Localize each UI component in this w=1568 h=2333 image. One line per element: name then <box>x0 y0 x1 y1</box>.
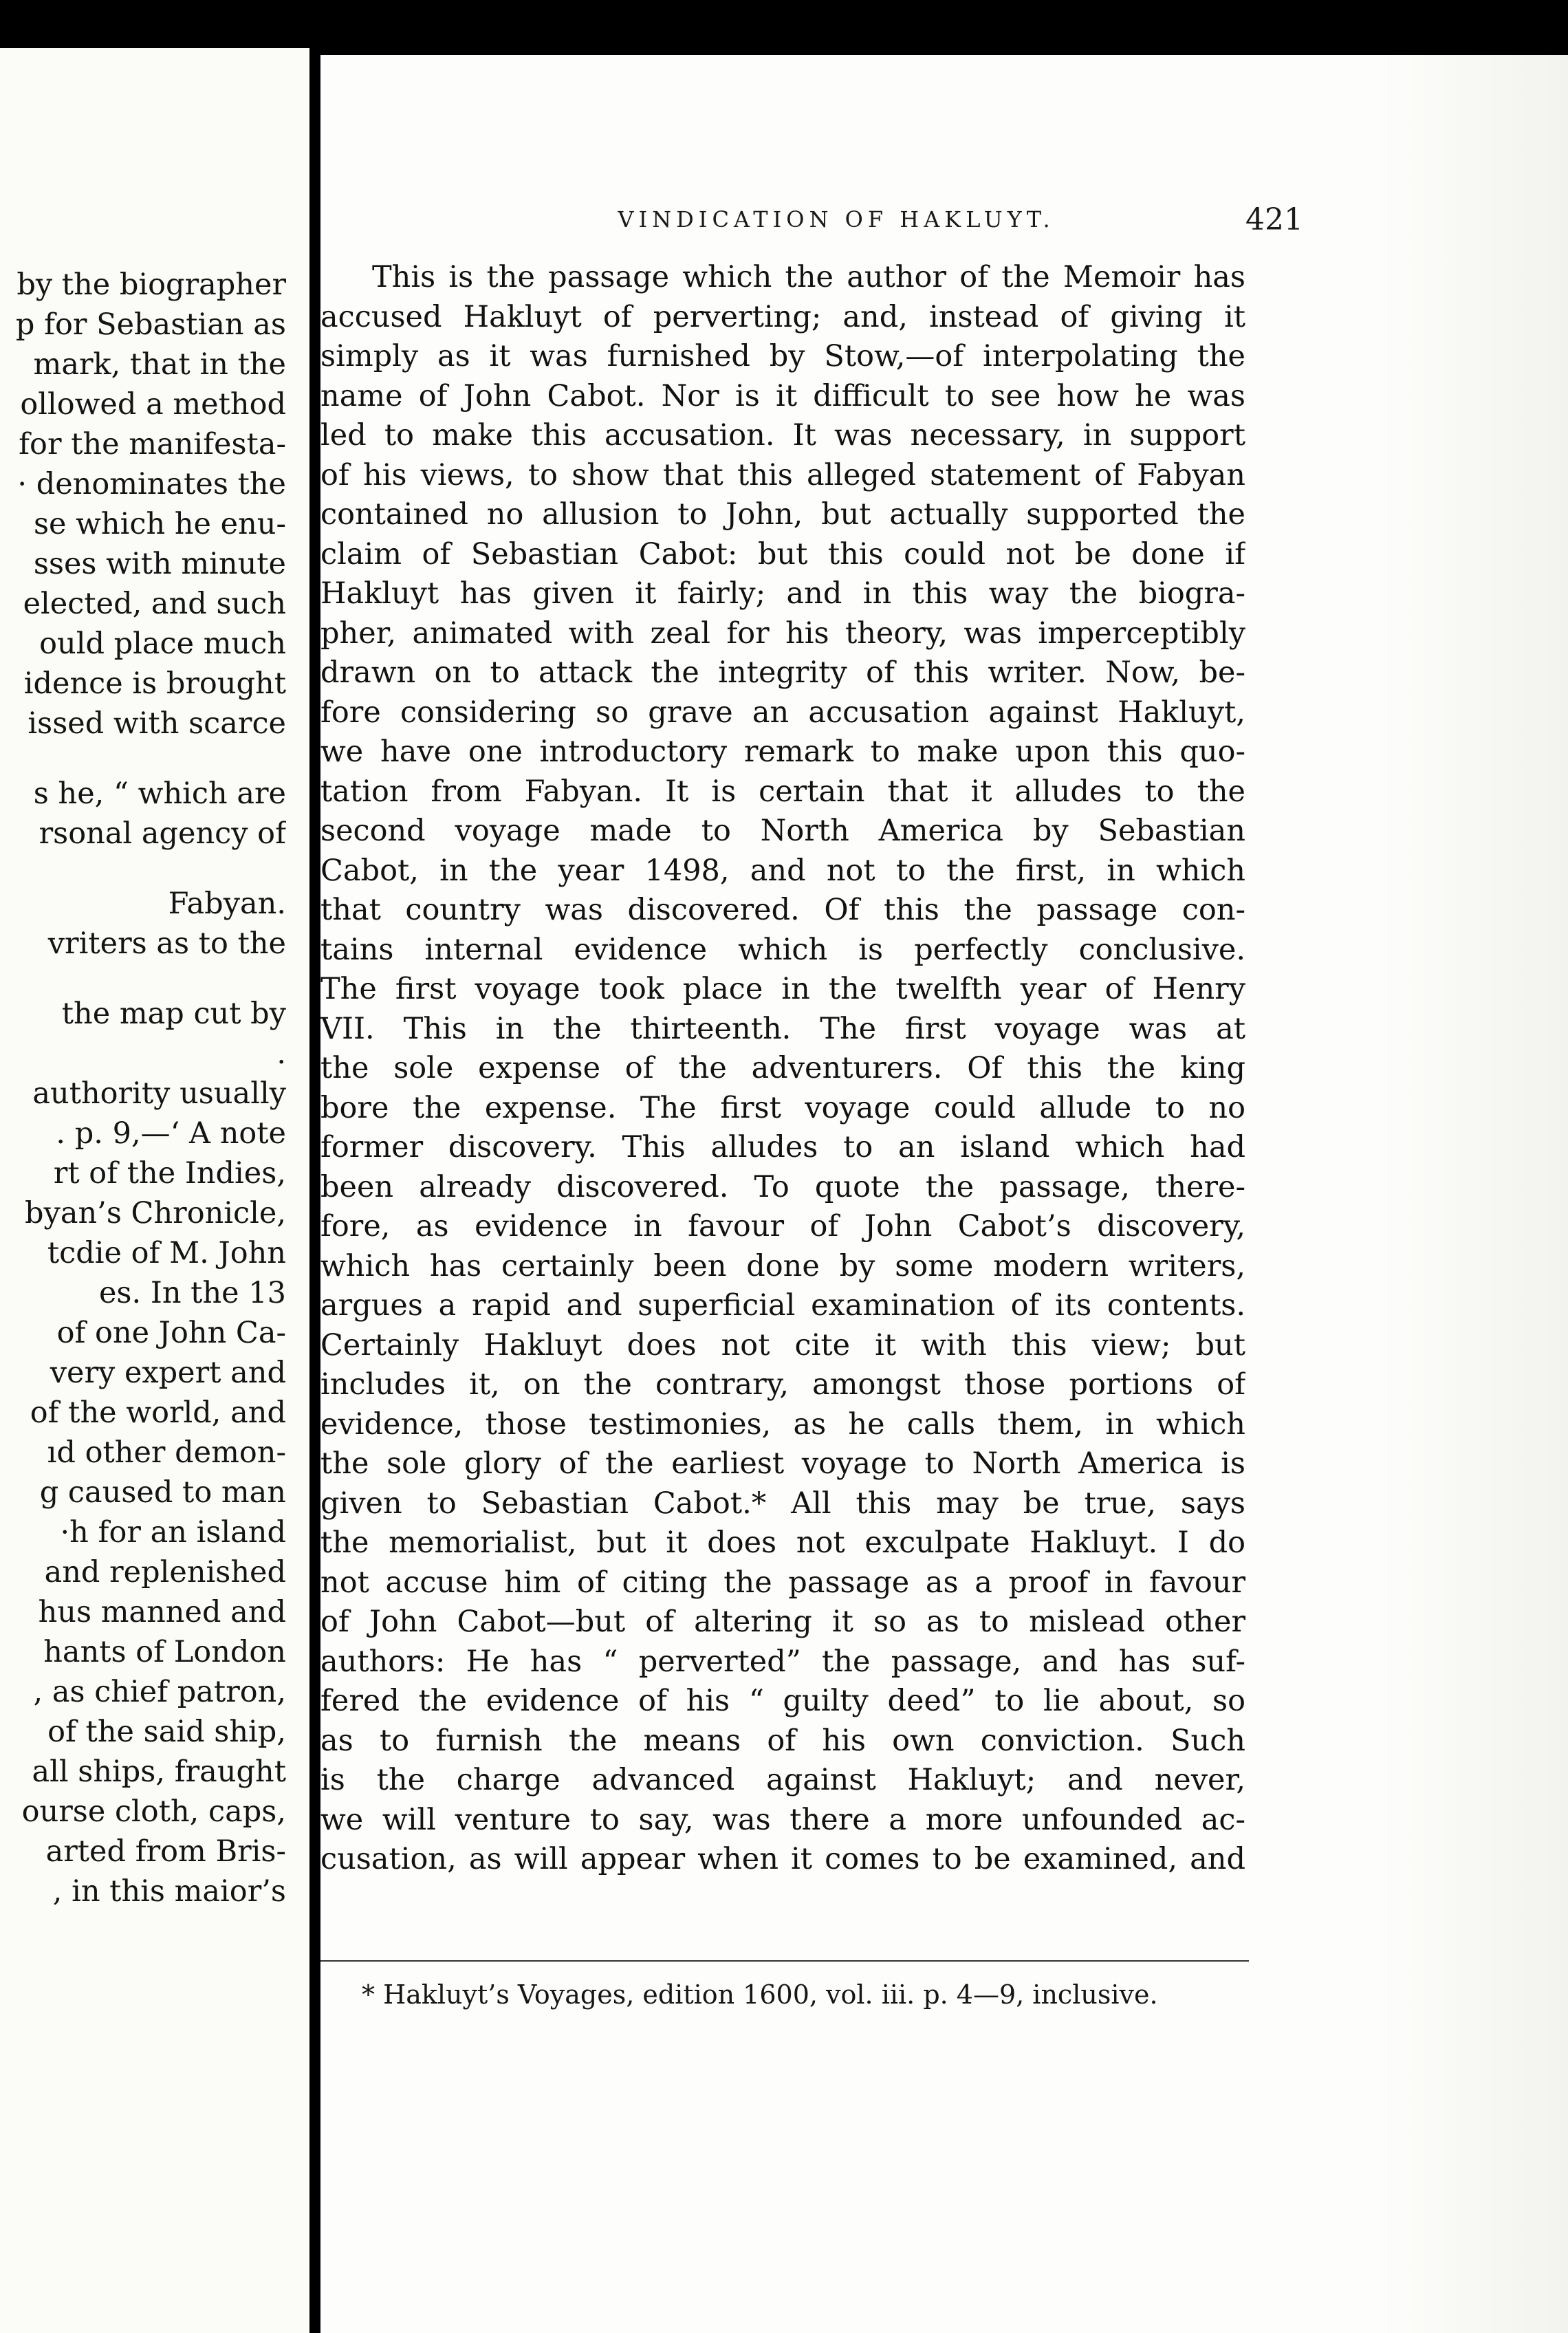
scan-top-edge <box>320 0 1568 55</box>
body-line: evidence, those testimonies, as he calls them, in which <box>320 1407 1245 1442</box>
facing-page <box>0 48 309 2333</box>
body-line: accused Hakluyt of perverting; and, instead of giving it <box>320 299 1245 334</box>
facing-page-text <box>0 265 286 1911</box>
facing-page-line: ollowed a method <box>20 387 286 422</box>
body-line: fered the evidence of his “ guilty deed” to lie about, so <box>320 1684 1245 1718</box>
facing-page-line: authority usually <box>32 1076 286 1111</box>
body-line: given to Sebastian Cabot.* All this may be true, says <box>320 1486 1245 1521</box>
body-line: the sole expense of the adventurers. Of this the king <box>320 1051 1245 1085</box>
running-head: VINDICATION OF HAKLUYT. <box>618 206 1055 232</box>
body-line: is the charge advanced against Hakluyt; and never, <box>320 1763 1245 1797</box>
facing-page-line: of the said ship, <box>47 1715 286 1749</box>
facing-page-line: and replenished <box>44 1555 286 1589</box>
facing-page-line: by the biographer <box>17 268 286 302</box>
facing-page-line: idence is brought <box>23 666 286 701</box>
facing-page-line: , in this maior’s <box>52 1874 286 1909</box>
facing-page-line: se which he enu- <box>33 507 286 541</box>
facing-page-line: . p. 9,—‘ A note <box>56 1116 286 1151</box>
body-line: pher, animated with zeal for his theory, was imperceptibly <box>320 616 1245 651</box>
facing-page-line: for the manifesta- <box>19 427 286 462</box>
facing-page-line <box>0 744 286 774</box>
main-page <box>320 55 1568 2333</box>
body-line: bore the expense. The first voyage could allude to no <box>320 1090 1245 1125</box>
body-line: fore, as evidence in favour of John Cabot’s discovery, <box>320 1209 1245 1244</box>
body-line: which has certainly been done by some modern writers, <box>320 1248 1245 1283</box>
body-line: of John Cabot—but of altering it so as to mislead other <box>320 1605 1245 1639</box>
body-line: includes it, on the contrary, amongst those portions of <box>320 1367 1245 1402</box>
facing-page-line: ıd other demon- <box>47 1435 286 1470</box>
facing-page-line: hus manned and <box>38 1595 286 1629</box>
facing-page-line: g caused to man <box>39 1475 286 1510</box>
body-line: fore considering so grave an accusation against Hakluyt, <box>320 695 1245 730</box>
facing-page-line: tcdie of M. John <box>47 1236 286 1270</box>
body-line: the memorialist, but it does not exculpate Hakluyt. I do <box>320 1526 1245 1560</box>
page-number: 421 <box>1245 202 1303 237</box>
footnote-rule <box>320 1960 1249 1962</box>
body-line: Hakluyt has given it fairly; and in this way the biogra- <box>320 576 1245 611</box>
body-line: we will venture to say, was there a more unfounded ac- <box>320 1802 1245 1837</box>
body-line: name of John Cabot. Nor is it difficult to see how he was <box>320 378 1245 413</box>
facing-page-line: rt of the Indies, <box>53 1156 286 1191</box>
body-line: contained no allusion to John, but actually supported the <box>320 497 1245 532</box>
body-line: Certainly Hakluyt does not cite it with this view; but <box>320 1327 1245 1363</box>
facing-page-line: of the world, and <box>30 1396 286 1430</box>
facing-page-line: ourse cloth, caps, <box>21 1794 286 1829</box>
facing-page-line: all ships, fraught <box>32 1755 286 1789</box>
facing-page-line: mark, that in the <box>33 347 286 382</box>
facing-page-line <box>0 854 286 884</box>
facing-page-line: , as chief patron, <box>33 1675 286 1709</box>
body-line: tation from Fabyan. It is certain that it alludes to the <box>320 774 1245 809</box>
body-line: The first voyage took place in the twelfth year of Henry <box>320 972 1245 1006</box>
body-line: that country was discovered. Of this the passage con- <box>320 893 1245 927</box>
facing-page-line: sses with minute <box>33 547 286 581</box>
body-line: claim of Sebastian Cabot: but this could not be done if <box>320 536 1245 572</box>
facing-page-line: · denominates the <box>17 467 286 501</box>
facing-page-line: of one John Ca- <box>56 1316 286 1350</box>
facing-page-line: the map cut by <box>61 997 286 1031</box>
book-gutter <box>309 0 320 2333</box>
body-line: tains internal evidence which is perfectly conclusive. <box>320 932 1245 967</box>
body-line: simply as it was furnished by Stow,—of interpolating the <box>320 339 1245 373</box>
body-line: cusation, as will appear when it comes to be examined, and <box>320 1842 1245 1876</box>
body-line: drawn on to attack the integrity of this writer. Now, be- <box>320 655 1245 690</box>
body-line: argues a rapid and superficial examination of its contents. <box>320 1288 1245 1323</box>
facing-page-line: ould place much <box>39 627 286 661</box>
facing-page-line <box>0 964 286 994</box>
body-line: the sole glory of the earliest voyage to North America is <box>320 1446 1245 1481</box>
page-edge-shading <box>1382 55 1568 2333</box>
facing-page-line: Fabyan. <box>168 887 286 921</box>
body-line: been already discovered. To quote the passage, there- <box>320 1169 1245 1204</box>
body-line: This is the passage which the author of the Memoir has <box>372 260 1245 294</box>
body-line: Cabot, in the year 1498, and not to the first, in which <box>320 853 1245 888</box>
footnote: * Hakluyt’s Voyages, edition 1600, vol. iii. p. 4—9, inclusive. <box>362 1979 1158 2010</box>
facing-page-line: elected, and such <box>23 587 286 621</box>
facing-page-line: byan’s Chronicle, <box>25 1196 286 1230</box>
facing-page-line: . <box>276 1037 286 1071</box>
facing-page-line: ·h for an island <box>60 1515 286 1550</box>
facing-page-line: very expert and <box>50 1356 286 1390</box>
facing-page-line: issed with scarce <box>28 706 286 741</box>
body-line: not accuse him of citing the passage as a proof in favour <box>320 1565 1245 1600</box>
body-line: we have one introductory remark to make upon this quo- <box>320 735 1245 769</box>
body-line: of his views, to show that this alleged statement of Fabyan <box>320 457 1245 492</box>
body-text <box>320 258 1245 1880</box>
facing-page-line: vriters as to the <box>47 926 286 961</box>
body-line: former discovery. This alludes to an island which had <box>320 1130 1245 1164</box>
body-line: as to furnish the means of his own conviction. Such <box>320 1723 1245 1758</box>
body-line: led to make this accusation. It was necessary, in support <box>320 418 1245 453</box>
facing-page-line: es. In the 13 <box>98 1276 286 1310</box>
facing-page-line: rsonal agency of <box>39 816 286 851</box>
facing-page-line: hants of London <box>43 1635 286 1669</box>
facing-page-line: arted from Bris- <box>45 1834 286 1869</box>
body-line: VII. This in the thirteenth. The first voyage was at <box>320 1011 1245 1046</box>
body-line: authors: He has “ perverted” the passage, and has suf- <box>320 1644 1245 1679</box>
body-line: second voyage made to North America by Sebastian <box>320 814 1245 848</box>
facing-page-line: s he, “ which are <box>33 777 286 811</box>
facing-page-line: p for Sebastian as <box>15 307 286 342</box>
